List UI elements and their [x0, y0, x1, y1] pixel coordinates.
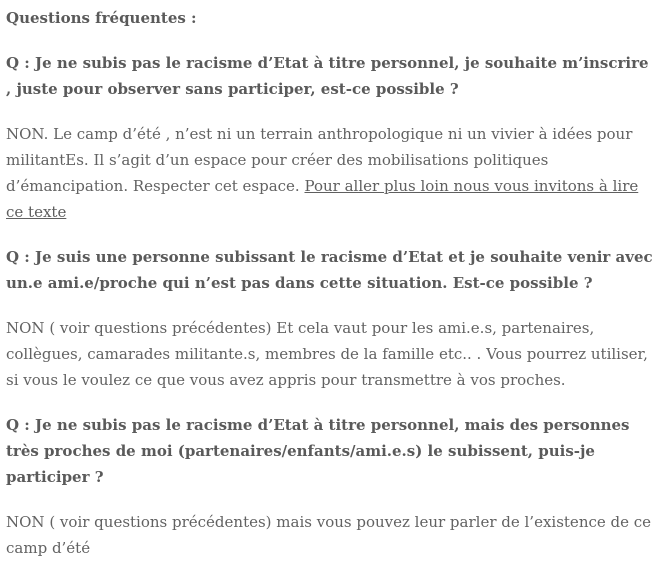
- read-more-link[interactable]: Pour aller plus loin nous vous invitons à lire ce texte: [6, 177, 639, 221]
- faq-question-1: Q : Je ne subis pas le racisme d’Etat à titre personnel, je souhaite m’inscrire , juste pour observer sans participer, est-ce possible ?: [6, 54, 649, 98]
- faq-question-3: Q : Je ne subis pas le racisme d’Etat à titre personnel, mais des personnes très proches de moi (partenaires/enfants/ami.e.s) le subissent, puis-je participer ?: [6, 416, 630, 486]
- faq-question-2: Q : Je suis une personne subissant le racisme d’Etat et je souhaite venir avec un.e ami.e/proche qui n’est pas dans cette situation. Est-ce possible ?: [6, 248, 653, 292]
- faq-heading: Questions fréquentes :: [6, 9, 197, 27]
- faq-answer-3: NON ( voir questions précédentes) mais vous pouvez leur parler de l’existence de ce camp d’été: [6, 513, 652, 557]
- faq-answer-1-text: NON. Le camp d’été , n’est ni un terrain anthropologique ni un vivier à idées pour militantEs. Il s’agit d’un espace pour créer des mobilisations politiques d’émancipation. Respecter cet espace.: [6, 125, 633, 195]
- faq-answer-1: [6, 121, 653, 225]
- faq-answer-2: NON ( voir questions précédentes) Et cela vaut pour les ami.e.s, partenaires, collègues, camarades militante.s, membres de la famille etc.. . Vous pourrez utiliser, si vous le voulez ce que vous avez appris pour transmettre à vos proches.: [6, 319, 648, 389]
